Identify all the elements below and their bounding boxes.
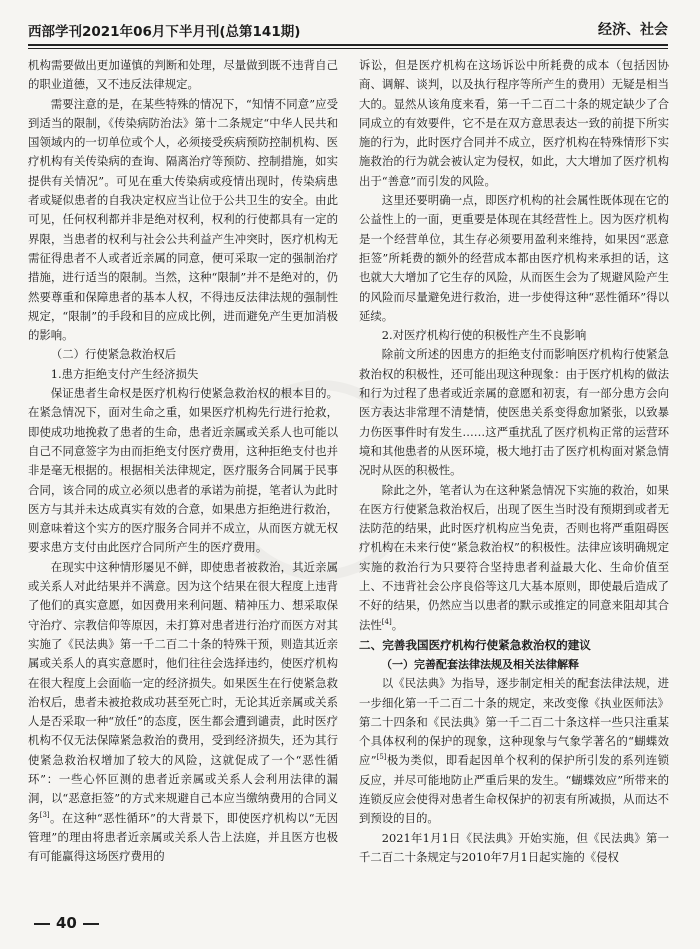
paragraph: [359, 56, 669, 191]
paragraph: [359, 345, 669, 480]
section-heading: [28, 365, 338, 384]
citation-marker: [4]: [381, 617, 392, 626]
section-name: 经济、社会: [598, 22, 668, 38]
paragraph-text: 。在这种“恶性循环”的大背景下，即使医疗机构以“无因管理”的理由将患者近亲属或关系人告上法庭，并且医方也极有可能赢得这场医疗费用的: [28, 810, 338, 864]
left-column: [28, 56, 338, 908]
paragraph: [28, 558, 338, 867]
paragraph-text: 除前文所述的因患方的拒绝支付而影响医疗机构行使紧急救治权的积极性，还可能出现这种现象：由于医疗机构的做法和行为过程了患者或近亲属的意愿和初衷，有一部分患方会向医方表达非常理不清楚情，使医患关系变得愈加紧张，以致暴力伤医事件时有发生……这严重扰乱了医疗机构正常的运营环境和其他患者的从医环境，极大地打击了医疗机构面对紧急情况时从医的积极性。: [359, 347, 669, 478]
paragraph-text: 这里还要明确一点，即医疗机构的社会属性既体现在它的公益性上的一面，更重要是体现在其经营性上。因为医疗机构是一个经营单位，其生存必须要用盈利来维持，如果因“恶意拒签”所耗费的额外的经营成本都由医疗机构来承担的话，这也就大大增加了它生存的风险，从而医生会为了规避风险产生的风险而尽量避免进行救治，进一步使得这种“恶性循环”得以延续。: [359, 193, 669, 323]
paragraph-text: 需要注意的是，在某些特殊的情况下，“知情不同意”应受到适当的限制，《传染病防治法》第十二条规定“中华人民共和国领域内的一切单位或个人，必须接受疾病预防控制机构、医疗机构有关传染病的查询、隔离治疗等预防、控制措施，如实提供有关情况”。可见在重大传染病或疫情出现时，传染病患者或疑似患者的自我决定权应当让位于公共卫生的安全。由此可见，任何权利都并非是绝对权利，权利的行使都具有一定的界限，当患者的权利与社会公共利益产生冲突时，医疗机构无需征得患者不人或者近亲属的同意，便可采取一定的强制治疗措施，进行适当的限制。当然，这种“限制”并不是绝对的，仍然要尊重和保障患者的基本人权，不得违反法律法规的强制性规定，“限制”的手段和目的应成比例，进而避免产生更加消极的影响。: [28, 96, 338, 343]
paragraph-text: （二）行使紧急救治权后: [50, 347, 177, 362]
header-rule-thin: [28, 48, 668, 49]
section-heading: [359, 655, 669, 674]
section-heading: [359, 326, 669, 345]
paragraph-text: 保证患者生命权是医疗机构行使紧急救治权的根本目的。在紧急情况下，面对生命之重，如果医疗机构先行进行抢救，即使成功地挽救了患者的生命，患者近亲属或关系人也可能以自己不同意签字为由而拒绝支付医疗费用，这种拒绝支付也并非是毫无根据的。根据相关法律规定，医疗服务合同属于民事合同，该合同的成立必须以患者的承诺为前提，笔者认为此时医方与其并未达成真实有效的合意，如果患方拒绝进行救治，则意味着这个实方的医疗服务合同并不成立，从而医方就无权要求患方支付由此医疗合同所产生的医疗费用。: [28, 386, 338, 555]
paragraph-text: 以《民法典》为指导，逐步制定相关的配套法律法规，进一步细化第一千二百二十条的规定，来改变像《执业医师法》第二十四条和《民法典》第一千二百二十条这样一些只注重某个具体权利的保护的现象，这种现象与气象学著名的“蝴蝶效应”: [359, 676, 669, 768]
paragraph-text: 2.对医疗机构行使的积极性产生不良影响: [381, 328, 587, 343]
paragraph-text: （一）完善配套法律法规及相关法律解释: [381, 657, 579, 671]
paragraph-text: 极为类似，即看起因单个权利的保护所引发的系列连锁反应，并尽可能地防止严重后果的发生。“蝴蝶效应”所带来的连锁反应会使得对患者生命权保护的初衷有所减损，从而达不到预设的目的。: [359, 753, 669, 826]
citation-marker: [5]: [376, 753, 387, 762]
paragraph-text: 1.患方拒绝支付产生经济损失: [50, 366, 199, 381]
paragraph-text: 。: [391, 617, 404, 632]
paragraph-text: 除此之外，笔者认为在这种紧急情况下实施的救治，如果在医方行使紧急救治权后，出现了医生当时没有预期到或者无法防范的结果，此时医疗机构应当免责，否则也将严重阻碍医疗机构在未来行使“紧急救治权”的积极性。法律应该明确规定实施的救治行为只要符合坚持患者利益最大化、生命价值至上、不违背社会公序良俗等这几大基本原则，即使最后造成了不好的结果，仍然应当以患者的默示或推定的同意来阻却其合法性: [359, 482, 669, 632]
paragraph-text: 二、完善我国医疗机构行使紧急救治权的建议: [359, 637, 591, 652]
paragraph: [28, 56, 338, 95]
paragraph-text: 2021年1月1日《民法典》开始实施，但《民法典》第一千二百二十条规定与2010年7月1日起实施的《侵权: [359, 830, 669, 864]
paragraph: [28, 384, 338, 558]
section-heading: [28, 345, 338, 364]
paragraph: [359, 191, 669, 326]
right-column: [359, 56, 669, 908]
paragraph-text: 诉讼，但是医疗机构在这场诉讼中所耗费的成本（包括因协商、调解、谈判，以及执行程序等所产生的费用）无疑是相当大的。显然从该角度来看，第一千二百二十条的规定缺少了合同成立的有效要件，它不是在双方意思表达一致的前提下所实施的行为，此时医疗合同并不成立，医疗机构在特殊情形下实施救治的行为就会被认定为侵权，如此，大大增加了医疗机构出于“善意”而引发的风险。: [359, 58, 669, 188]
paragraph-text: 机构需要做出更加谨慎的判断和处理，尽量做到既不违背自己的职业道德，又不违反法律规定。: [28, 58, 338, 92]
page-header: [28, 18, 668, 40]
page-footer: [28, 914, 228, 934]
paragraph-text: 在现实中这种情形屡见不鲜，即使患者被救治，其近亲属或关系人对此结果并不满意。因为这个结果在很大程度上违背了他们的真实意愿，如因费用来利问题、精神压力、想采取保守治疗、宗教信仰等原因，未打算对患者进行治疗而医方对其实施了《民法典》第一千二百二十条的特殊干预，则造其近亲属或关系人的真实意愿时，他们往往会选择违约，使医疗机构在很大程度上会面临一定的经济损失。如果医生在行使紧急救治权后，患者未被抢救成功甚至死亡时，无论其近亲属或关系人是否采取一种“放任”的态度，医生都会遭到谴责，此时医疗机构不仅无法保障紧急救治的费用，受到经济损失，还为其行使紧急救治权增加了较大的风险，这就促成了一个“恶性循环”：一些心怀叵测的患者近亲属或关系人会利用法律的漏洞，以“恶意拒签”的方式来规避自己本应当缴纳费用的合同义务: [28, 559, 338, 825]
paragraph: [359, 674, 669, 828]
paragraph: [359, 829, 669, 868]
citation-marker: [3]: [39, 810, 50, 819]
paragraph: [28, 95, 338, 346]
page-number: 40: [56, 914, 77, 932]
section-heading: [359, 635, 669, 655]
footer-dash-right: [83, 923, 99, 925]
header-rule-thick: [28, 44, 668, 46]
journal-title: 西部学刊2021年06月下半月刊(总第141期): [28, 24, 301, 40]
paragraph: [359, 481, 669, 635]
footer-dash-left: [34, 923, 50, 925]
